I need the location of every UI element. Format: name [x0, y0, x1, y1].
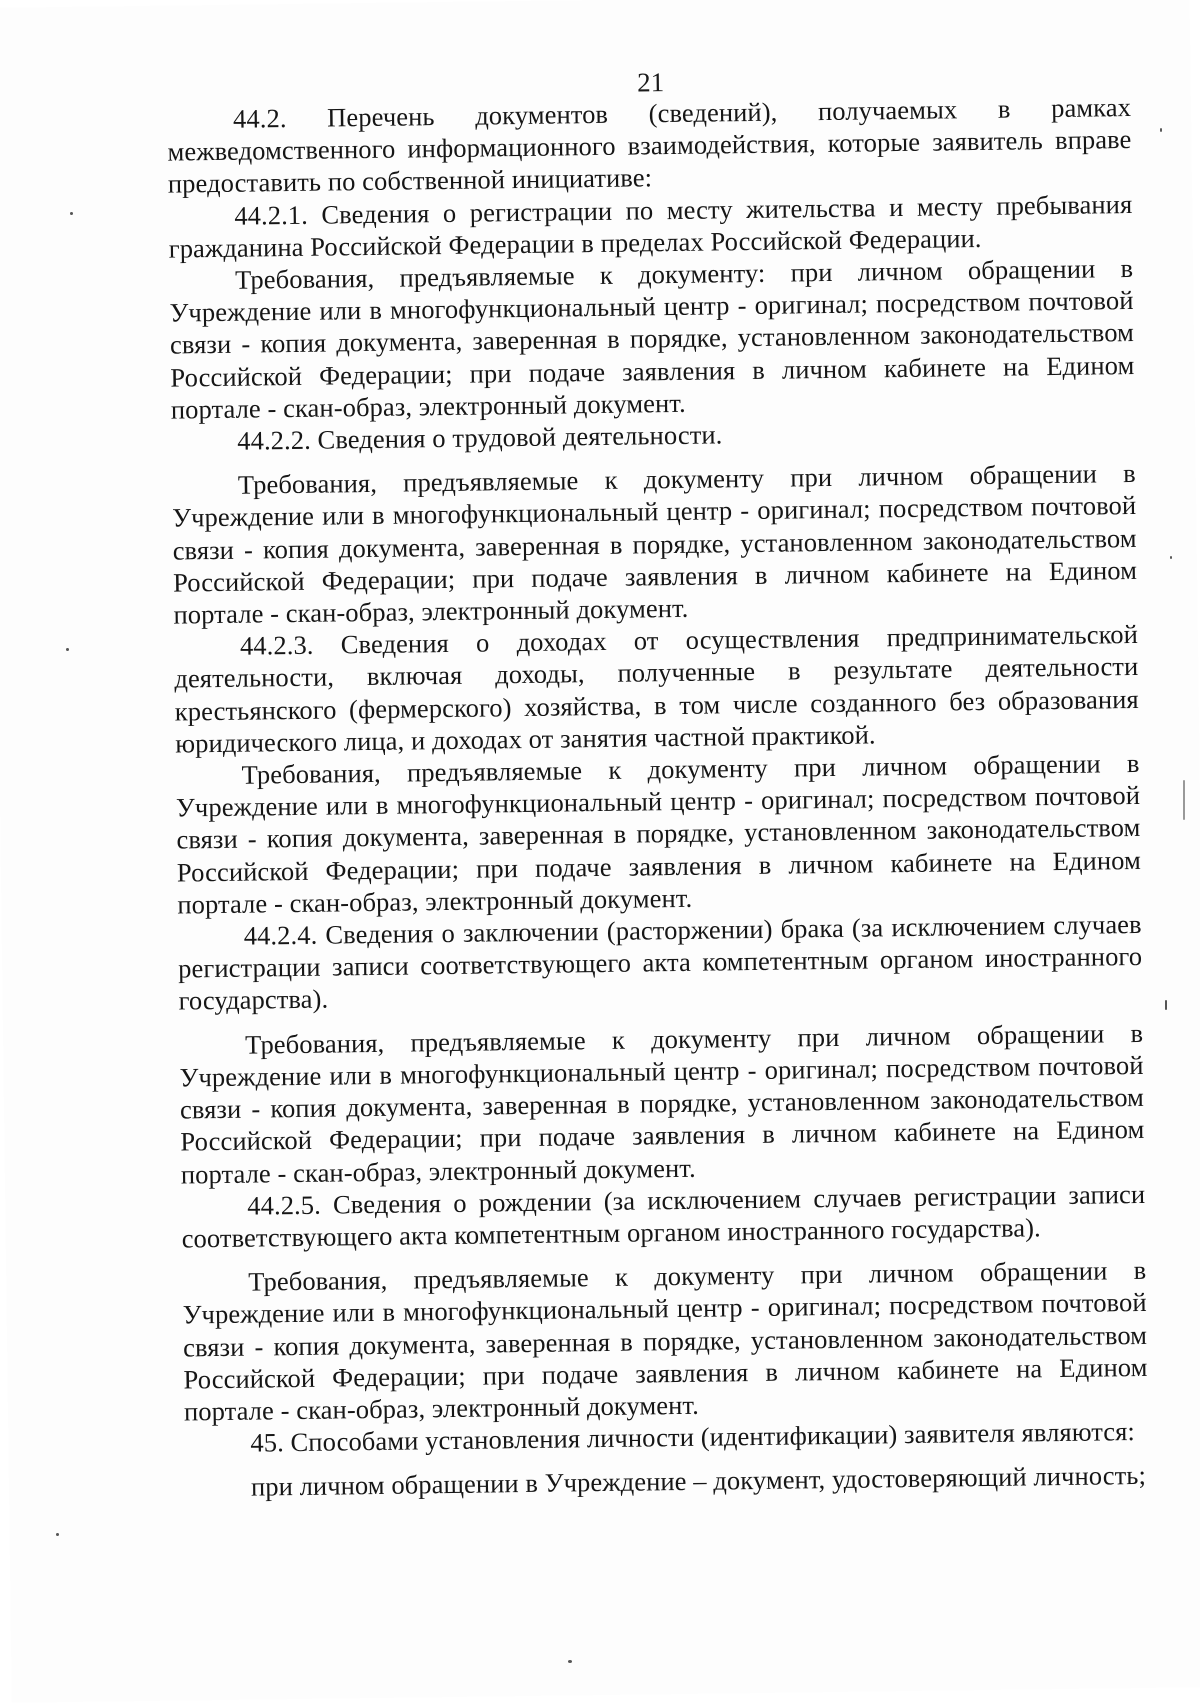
page-number: 21 — [636, 67, 665, 98]
paragraph-requirements-4: Требования, предъявляемые к документу при личном обращении в Учреждение или в многофункциональный центр - оригинал; посредством почтовой связи - копия документа, заверенная в порядке, установленном законодательством Российской Федерации; при подаче заявления в личном кабинете на Едином портале - скан-образ, электронный документ. — [179, 1017, 1145, 1190]
scan-speck — [56, 1533, 59, 1536]
document-body — [167, 91, 1149, 1504]
paragraph-44-2-4: 44.2.4. Сведения о заключении (расторжении) брака (за исключением случаев регистрации записи соответствующего акта компетентным органом иностранного государства). — [177, 908, 1143, 1017]
paragraph-requirements-5: Требования, предъявляемые к документу при личном обращении в Учреждение или в многофункциональный центр - оригинал; посредством почтовой связи - копия документа, заверенная в порядке, установленном законодательством Российской Федерации; при подаче заявления в личном кабинете на Едином портале - скан-образ, электронный документ. — [182, 1255, 1148, 1427]
paragraph-requirements-3: Требования, предъявляемые к документу при личном обращении в Учреждение или в многофункциональный центр - оригинал; посредством почтовой связи - копия документа, заверенная в порядке, установленном законодательством Российской Федерации; при подаче заявления в личном кабинете на Едином портале - скан-образ, электронный документ. — [175, 747, 1142, 920]
scan-speck — [568, 1660, 572, 1663]
scan-speck — [70, 212, 73, 215]
paragraph-identification-in-person: при личном обращении в Учреждение – документ, удостоверяющий личность; — [250, 1460, 1147, 1502]
paragraph-44-2: 44.2. Перечень документов (сведений), получаемых в рамках межведомственного информационного взаимодействия, которые заявитель вправе предоставить по собственной инициативе: — [167, 91, 1132, 200]
scan-speck — [1165, 1000, 1167, 1010]
scan-speck — [66, 648, 69, 651]
paragraph-45: 45. Способами установления личности (идентификации) заявителя являются: — [250, 1416, 1136, 1458]
paragraph-44-2-5: 44.2.5. Сведения о рождении (за исключением случаев регистрации записи соответствующего акта компетентным органом иностранного государства). — [181, 1178, 1146, 1254]
scan-speck — [1170, 556, 1172, 559]
paragraph-44-2-3: 44.2.3. Сведения о доходах от осуществления предпринимательской деятельности, включая доходы, полученные в результате деятельности крестьянского (фермерского) хозяйства, в том числе созданного без образования юридического лица, и доходах от занятия частной практикой. — [174, 619, 1139, 759]
paragraph-44-2-1: 44.2.1. Сведения о регистрации по месту жительства и месту пребывания гражданина Российской Федерации в пределах Российской Федерации. — [168, 188, 1133, 264]
scan-speck — [1183, 780, 1185, 820]
paragraph-requirements-2: Требования, предъявляемые к документу при личном обращении в Учреждение или в многофункциональный центр - оригинал; посредством почтовой связи - копия документа, заверенная в порядке, установленном законодательством Российской Федерации; при подаче заявления в личном кабинете на Едином портале - скан-образ, электронный документ. — [172, 458, 1138, 630]
paragraph-requirements-1: Требования, предъявляемые к документу: при личном обращении в Учреждение или в многофункциональный центр - оригинал; посредством почтовой связи - копия документа, заверенная в порядке, установленном законодательством Российской Федерации; при подаче заявления в личном кабинете на Едином портале - скан-образ, электронный документ. — [169, 252, 1135, 425]
paragraph-44-2-2: 44.2.2. Сведения о трудовой деятельности. — [237, 419, 723, 456]
scan-speck — [1160, 128, 1162, 132]
